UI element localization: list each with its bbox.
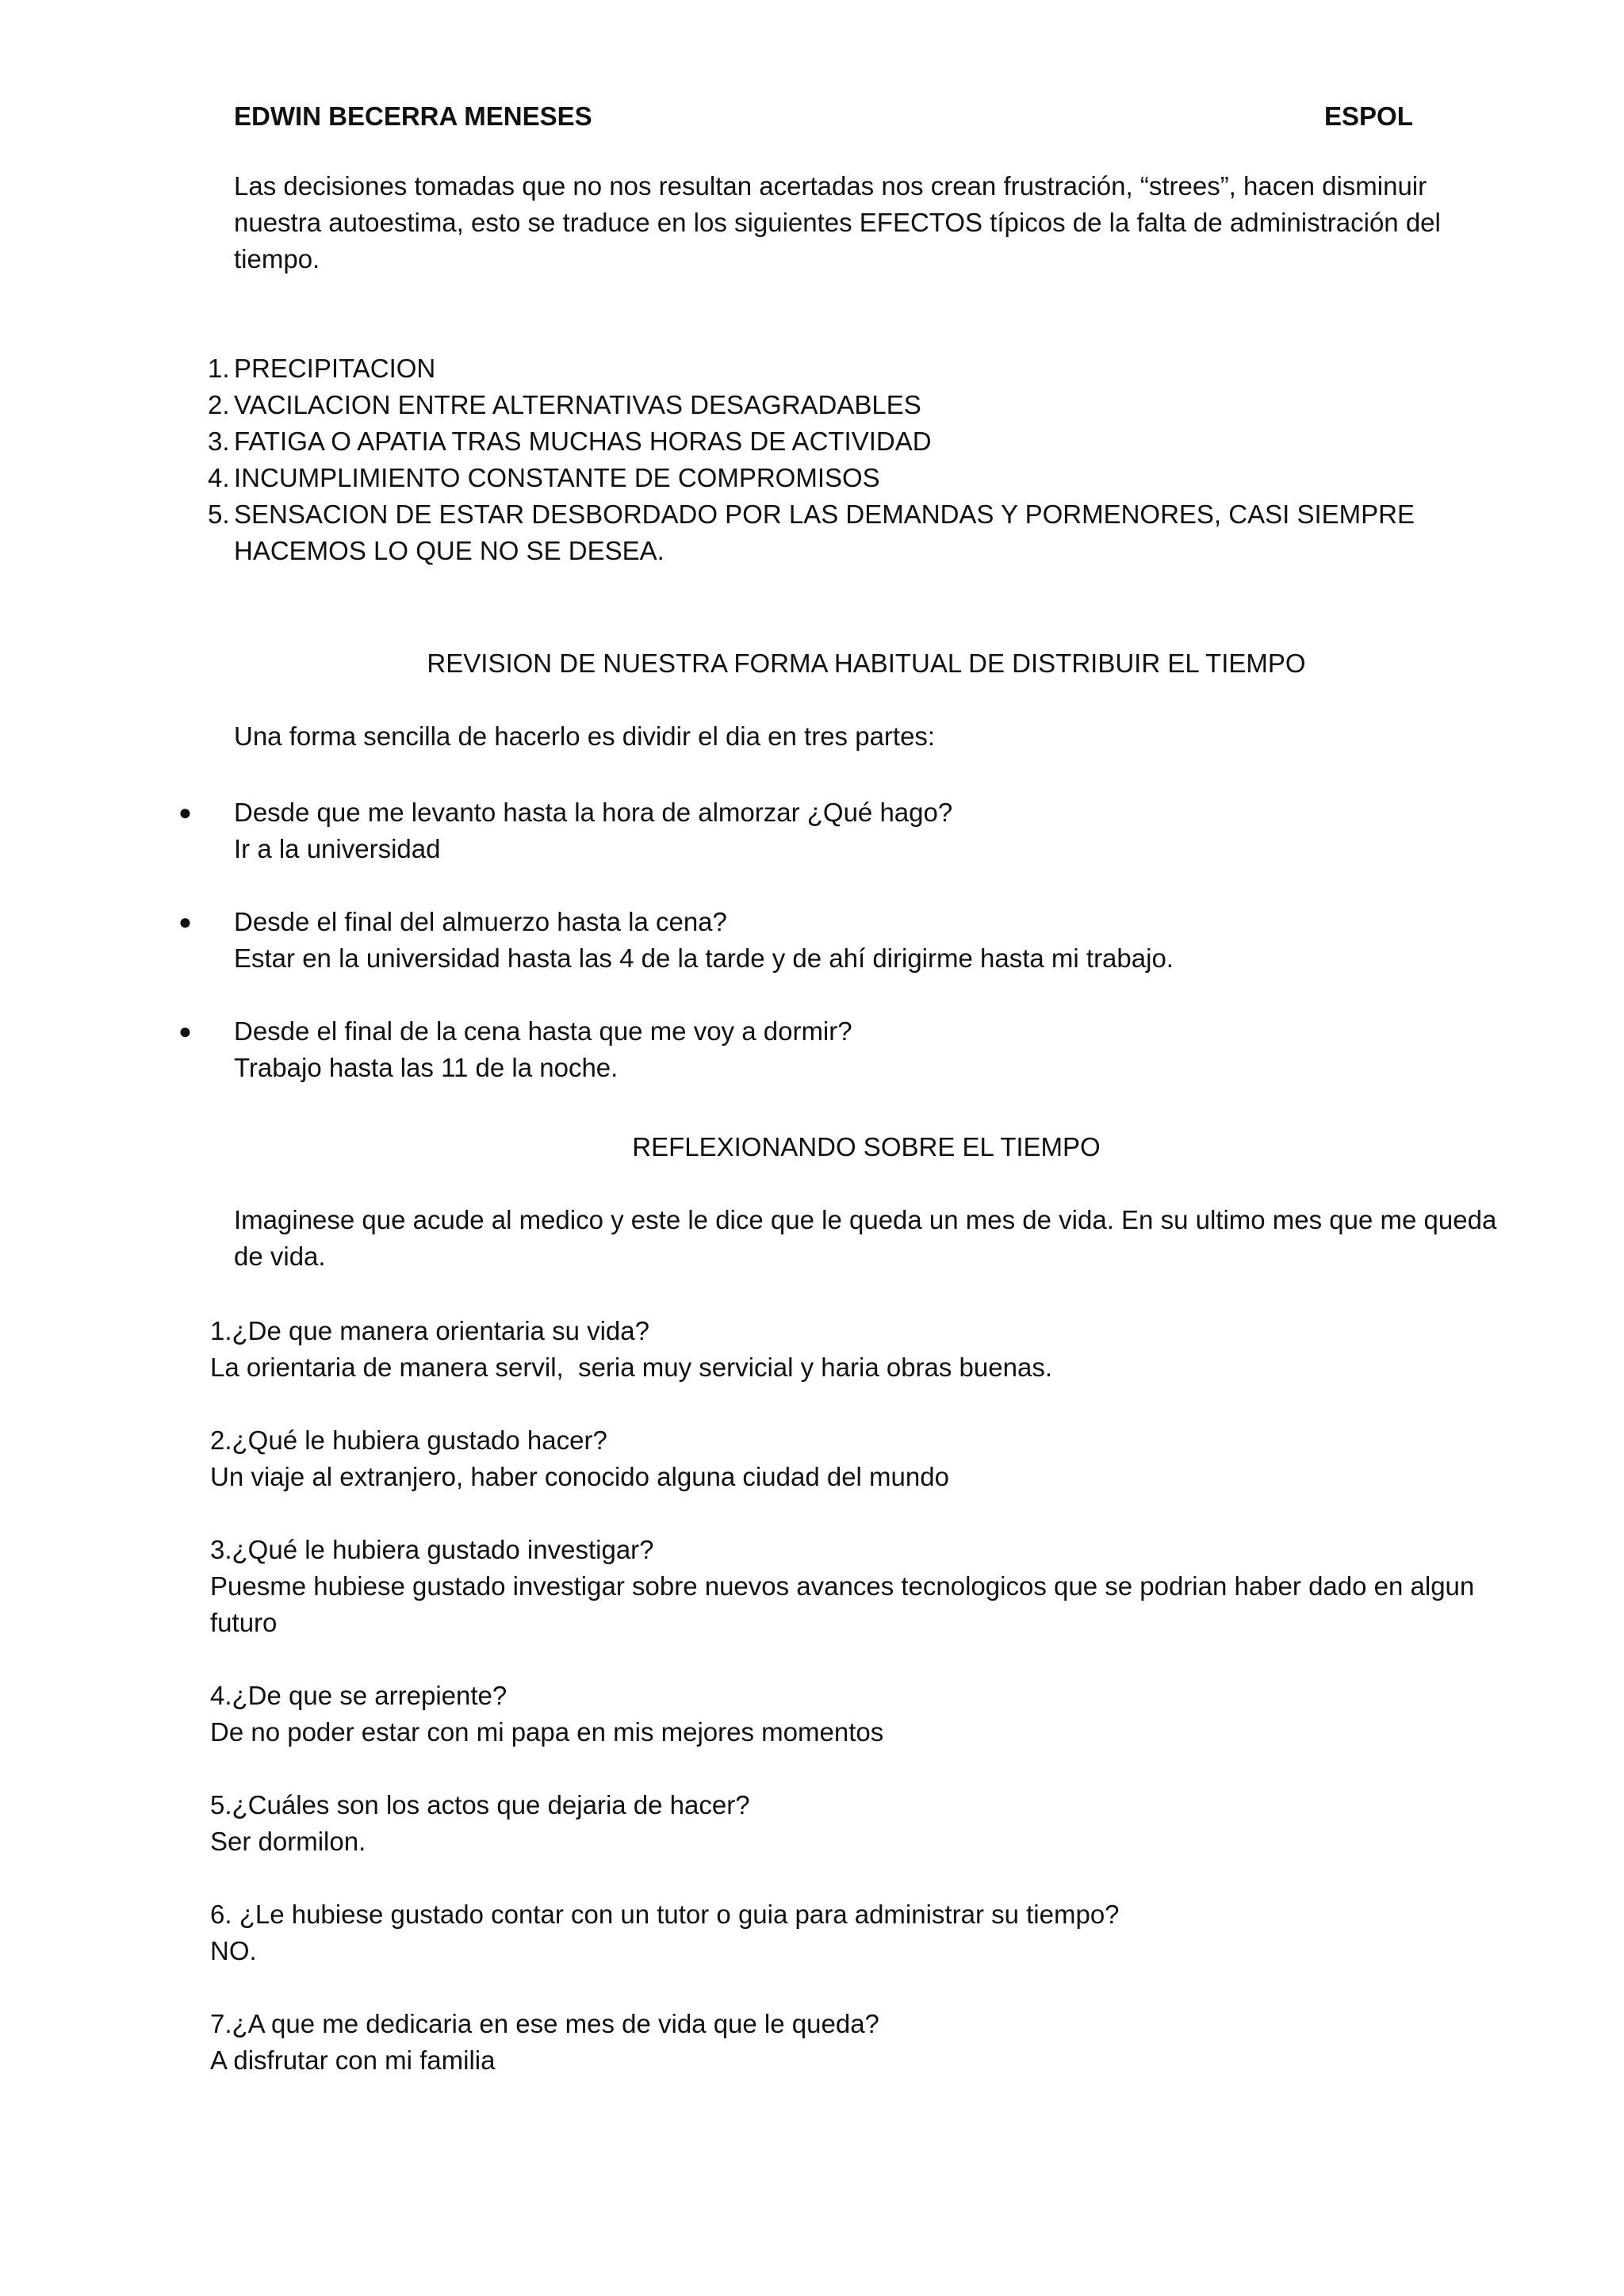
list-number: 2. — [208, 390, 230, 419]
list-number: 1. — [208, 354, 230, 383]
author-name: EDWIN BECERRA MENESES — [234, 101, 592, 131]
qa-item — [210, 1422, 1511, 1495]
bullet-icon: ● — [178, 800, 192, 825]
list-text: FATIGA O APATIA TRAS MUCHAS HORAS DE ACTIVIDAD — [234, 427, 932, 456]
qa-item — [210, 1313, 1511, 1386]
qa-answer: A disfrutar con mi familia — [210, 2045, 496, 2075]
list-text: INCUMPLIMIENTO CONSTANTE DE COMPROMISOS — [234, 463, 880, 492]
qa-question: 3.¿Qué le hubiera gustado investigar? — [210, 1535, 654, 1564]
reflexion-lead: Imaginese que acude al medico y este le dice que le queda un mes de vida. En su ultimo mes que me queda de vida. — [234, 1205, 1497, 1271]
bullet-icon: ● — [178, 1019, 192, 1043]
list-text: PRECIPITACION — [234, 354, 436, 383]
bullet-question: Desde el final de la cena hasta que me voy a dormir? — [234, 1016, 852, 1046]
qa-answer: NO. — [210, 1936, 257, 1965]
qa-question: 5.¿Cuáles son los actos que dejaria de hacer? — [210, 1790, 750, 1820]
qa-question: 6. ¿Le hubiese gustado contar con un tutor o guia para administrar su tiempo? — [210, 1900, 1120, 1929]
revision-lead: Una forma sencilla de hacerlo es dividir el dia en tres partes: — [234, 721, 936, 751]
qa-answer: Puesme hubiese gustado investigar sobre nuevos avances tecnologicos que se podrian haber dado en algun futuro — [210, 1571, 1482, 1637]
list-text: VACILACION ENTRE ALTERNATIVAS DESAGRADABLES — [234, 390, 921, 419]
qa-answer: La orientaria de manera servil, seria muy servicial y haria obras buenas. — [210, 1353, 1052, 1382]
qa-answer: De no poder estar con mi papa en mis mejores momentos — [210, 1717, 884, 1747]
list-item — [208, 350, 1508, 387]
revision-title: REVISION DE NUESTRA FORMA HABITUAL DE DISTRIBUIR EL TIEMPO — [427, 649, 1306, 678]
bullet-answer: Trabajo hasta las 11 de la noche. — [234, 1053, 619, 1082]
question-answer-list — [210, 1313, 1511, 2115]
bullet-item — [178, 794, 1511, 867]
day-parts-list — [178, 794, 1511, 1123]
qa-item — [210, 1787, 1511, 1860]
institution-name: ESPOL — [1324, 101, 1413, 131]
qa-question: 1.¿De que manera orientaria su vida? — [210, 1316, 649, 1345]
bullet-icon: ● — [178, 909, 192, 934]
intro-paragraph: Las decisiones tomadas que no nos resultan acertadas nos crean frustración, “strees”, hacen disminuir nuestra autoestima, esto se traduce en los siguientes EFECTOS típicos de la falta de administración del tiempo. — [234, 171, 1441, 274]
list-item — [208, 423, 1508, 460]
bullet-question: Desde que me levanto hasta la hora de almorzar ¿Qué hago? — [234, 798, 953, 827]
bullet-question: Desde el final del almuerzo hasta la cena? — [234, 907, 727, 936]
qa-answer: Un viaje al extranjero, haber conocido alguna ciudad del mundo — [210, 1462, 949, 1491]
qa-question: 4.¿De que se arrepiente? — [210, 1681, 508, 1710]
bullet-answer: Estar en la universidad hasta las 4 de la tarde y de ahí dirigirme hasta mi trabajo. — [234, 943, 1174, 973]
qa-question: 7.¿A que me dedicaria en ese mes de vida que le queda? — [210, 2009, 879, 2038]
list-number: 4. — [208, 463, 230, 492]
list-text: SENSACION DE ESTAR DESBORDADO POR LAS DEMANDAS Y PORMENORES, CASI SIEMPRE HACEMOS LO QUE NO SE DESEA. — [234, 499, 1415, 565]
qa-question: 2.¿Qué le hubiera gustado hacer? — [210, 1425, 607, 1455]
reflexion-title: REFLEXIONANDO SOBRE EL TIEMPO — [632, 1132, 1101, 1161]
bullet-item — [178, 904, 1511, 977]
bullet-answer: Ir a la universidad — [234, 834, 441, 863]
qa-item — [210, 1896, 1511, 1969]
bullet-item — [178, 1013, 1511, 1086]
list-item — [208, 496, 1508, 569]
list-number: 3. — [208, 427, 230, 456]
qa-item — [210, 1678, 1511, 1751]
list-number: 5. — [208, 499, 230, 529]
qa-item — [210, 1532, 1511, 1641]
effects-list — [208, 350, 1508, 569]
qa-answer: Ser dormilon. — [210, 1827, 366, 1856]
list-item — [208, 387, 1508, 423]
qa-item — [210, 2006, 1511, 2079]
list-item — [208, 460, 1508, 496]
